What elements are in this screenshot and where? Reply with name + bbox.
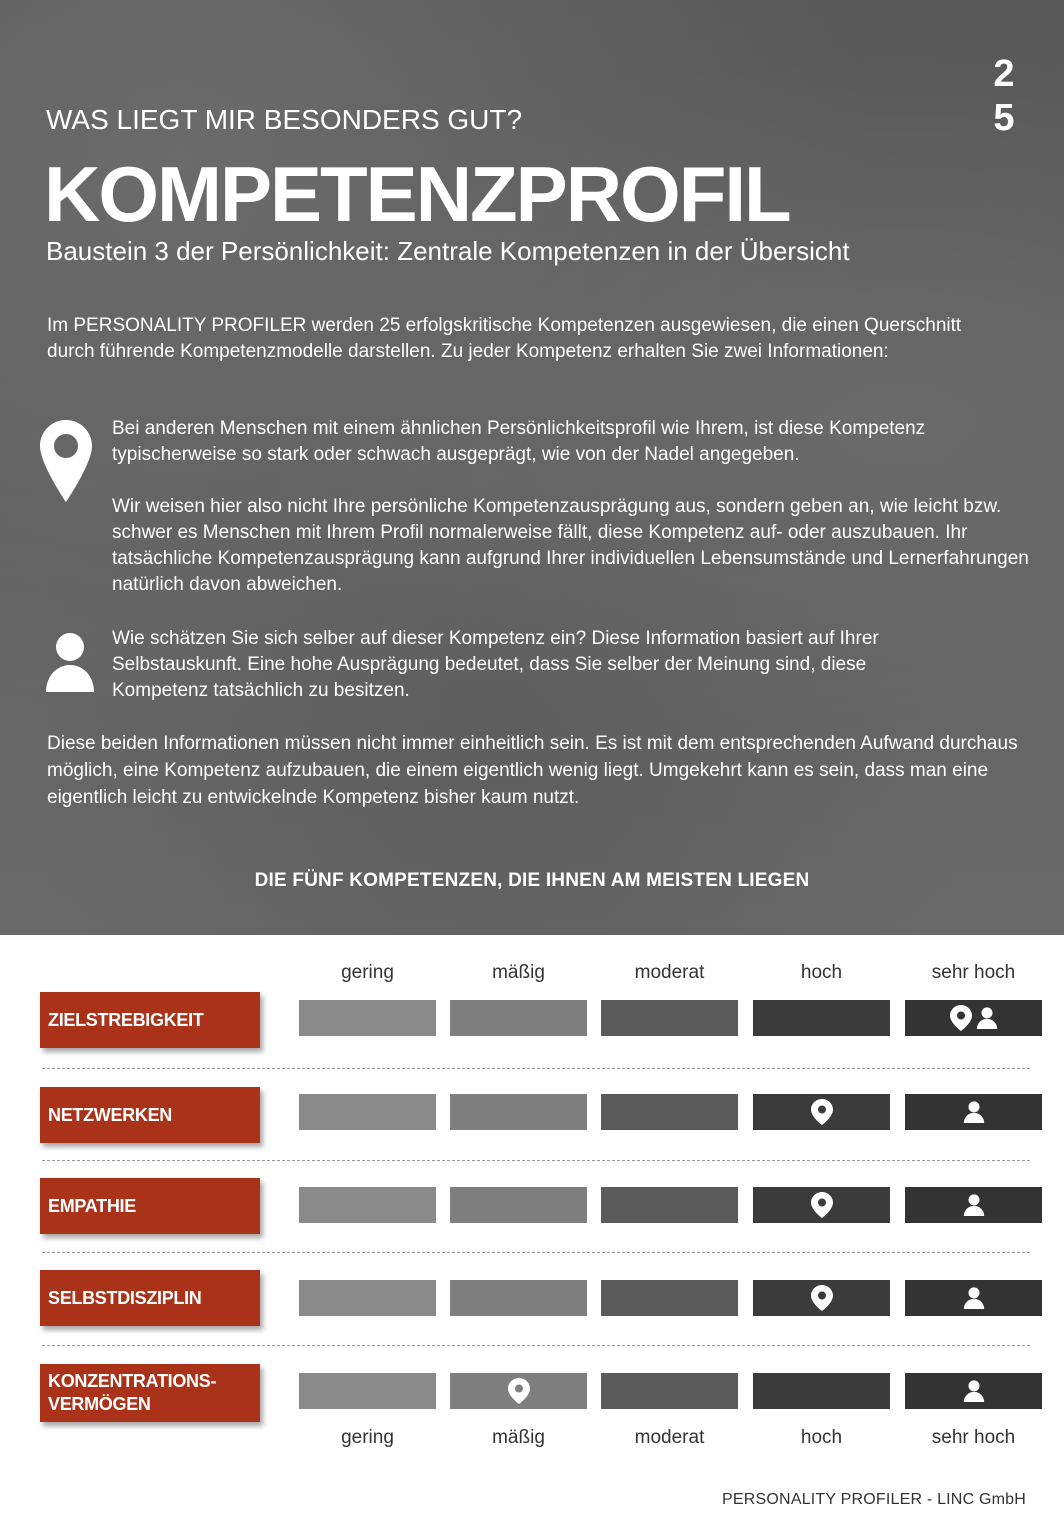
person-icon	[44, 632, 96, 692]
competence-label: ZIELSTREBIGKEIT	[40, 992, 260, 1048]
rating-cell	[299, 1094, 436, 1130]
bottom-scale-label: mäßig	[492, 1427, 545, 1448]
person-icon	[963, 1099, 985, 1125]
top-scale-label: hoch	[800, 962, 843, 983]
rating-cell	[450, 1280, 587, 1316]
bottom-scale-label: sehr hoch	[931, 1427, 1016, 1448]
competence-label: EMPATHIE	[40, 1178, 260, 1234]
row-separator	[42, 1068, 1030, 1069]
bottom-scale-label: gering	[341, 1427, 394, 1448]
section-heading: DIE FÜNF KOMPETENZEN, DIE IHNEN AM MEISTEN LIEGEN	[254, 870, 810, 891]
competence-label: KONZENTRATIONS- VERMÖGEN	[40, 1364, 260, 1422]
location-pin-icon	[811, 1099, 833, 1125]
top-scale-label: sehr hoch	[931, 962, 1016, 983]
top-scale-label: moderat	[634, 962, 705, 983]
row-separator	[42, 1160, 1030, 1161]
rating-cell	[601, 1280, 738, 1316]
rating-cell	[299, 1373, 436, 1409]
rating-cell	[601, 1187, 738, 1223]
top-scale-label: gering	[341, 962, 394, 983]
outro-text: Diese beiden Informationen müssen nicht immer einheitlich sein. Es ist mit dem entsprechenden Aufwand durchaus möglich, eine Kompetenz aufzubauen, die einem eigentlich wenig liegt. Umgekehrt kann es sein, dass man eine eigentlich leicht zu entwickelnde Kompetenz bisher kaum nutzt.	[47, 733, 1018, 808]
top-scale-label: mäßig	[492, 962, 545, 983]
person-icon	[963, 1285, 985, 1311]
rating-cell	[299, 1280, 436, 1316]
page-title: KOMPETENZPROFIL	[44, 150, 790, 238]
competence-label: NETZWERKEN	[40, 1087, 260, 1143]
pin-explanation	[112, 416, 1042, 598]
rating-cell	[753, 1187, 890, 1223]
page-number-digit: 5	[993, 97, 1015, 139]
location-pin-icon	[811, 1192, 833, 1218]
location-pin-icon	[950, 1005, 972, 1031]
rating-cell	[905, 1280, 1042, 1316]
rating-cell	[601, 1000, 738, 1036]
pin-text-2: Wir weisen hier also nicht Ihre persönliche Kompetenzausprägung aus, sondern geben an, wie leicht bzw. schwer es Menschen mit Ihrem Profil normalerweise fällt, diese Kompetenz auf- oder auszubauen. Ihr tatsächliche Kompetenzausprägung kann aufgrund Ihrer individuellen Lebensumstände und Lernerfahrungen natürlich davon abweichen.	[112, 496, 1029, 595]
rating-cell	[753, 1000, 890, 1036]
rating-cell	[905, 1187, 1042, 1223]
bottom-scale-label: hoch	[800, 1427, 843, 1448]
person-icon	[963, 1378, 985, 1404]
rating-cell	[299, 1000, 436, 1036]
row-separator	[42, 1345, 1030, 1346]
bottom-scale-label: moderat	[634, 1427, 705, 1448]
location-pin-icon	[508, 1378, 530, 1404]
rating-cell	[601, 1094, 738, 1130]
rating-cell	[450, 1187, 587, 1223]
row-separator	[42, 1252, 1030, 1253]
rating-cell	[450, 1000, 587, 1036]
rating-cell	[905, 1000, 1042, 1036]
location-pin-icon	[40, 420, 92, 502]
rating-cell	[299, 1187, 436, 1223]
rating-cell	[601, 1373, 738, 1409]
footer: PERSONALITY PROFILER - LINC GmbH	[722, 1491, 1026, 1508]
competence-label: SELBSTDISZIPLIN	[40, 1270, 260, 1326]
page-number	[984, 52, 1024, 140]
person-icon	[976, 1005, 998, 1031]
rating-cell	[753, 1094, 890, 1130]
rating-cell	[450, 1373, 587, 1409]
person-icon	[963, 1192, 985, 1218]
location-pin-icon	[811, 1285, 833, 1311]
pin-text-1: Bei anderen Menschen mit einem ähnlichen Persönlichkeitsprofil wie Ihrem, ist diese Kompetenz typischerweise so stark oder schwach ausgeprägt, wie von der Nadel angegeben.	[112, 418, 926, 465]
subtitle: Baustein 3 der Persönlichkeit: Zentrale Kompetenzen in der Übersicht	[46, 236, 850, 266]
person-explanation: Wie schätzen Sie sich selber auf dieser Kompetenz ein? Diese Information basiert auf Ihrer Selbstauskunft. Eine hohe Ausprägung bedeutet, dass Sie selber der Meinung sind, diese Kompetenz tatsächlich zu besitzen.	[112, 628, 879, 701]
rating-cell	[450, 1094, 587, 1130]
kicker: WAS LIEGT MIR BESONDERS GUT?	[46, 104, 523, 135]
page-number-digit: 2	[993, 53, 1015, 95]
intro-text: Im PERSONALITY PROFILER werden 25 erfolgskritische Kompetenzen ausgewiesen, die einen Querschnitt durch führende Kompetenzmodelle darstellen. Zu jeder Kompetenz erhalten Sie zwei Informationen:	[47, 315, 962, 362]
rating-cell	[905, 1094, 1042, 1130]
rating-cell	[753, 1280, 890, 1316]
rating-cell	[753, 1373, 890, 1409]
rating-cell	[905, 1373, 1042, 1409]
